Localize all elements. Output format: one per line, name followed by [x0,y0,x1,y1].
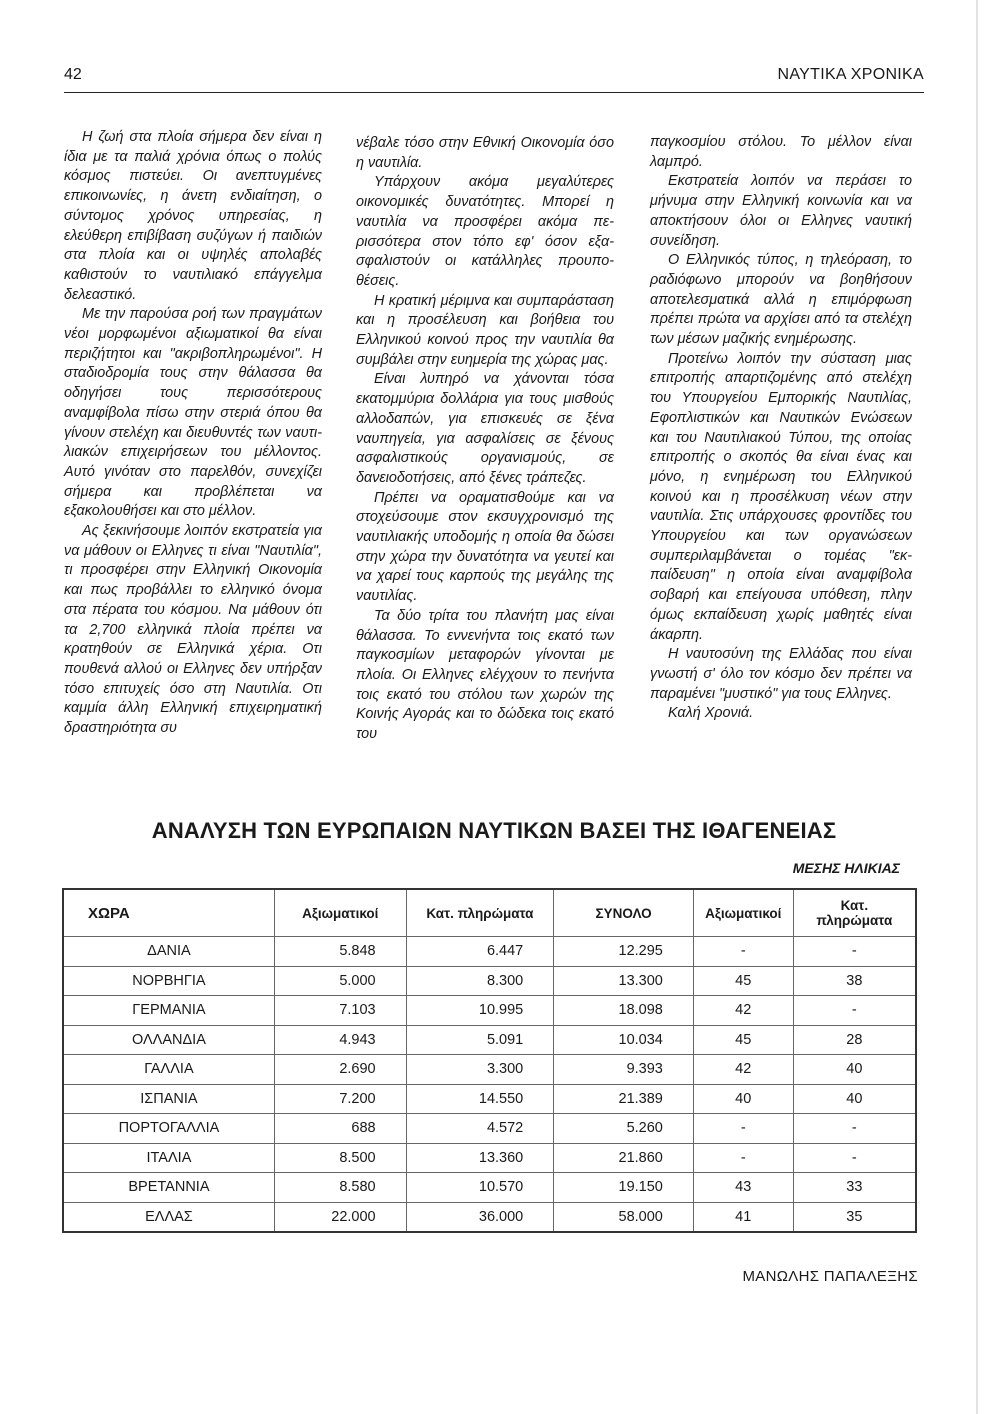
cell-crews: 13.360 [406,1143,554,1173]
cell-age-officers: 43 [693,1173,793,1203]
cell-officers: 8.500 [274,1143,406,1173]
cell-country: ΒΡΕΤΑΝΝΙΑ [63,1173,274,1203]
table-row [63,1084,916,1114]
paragraph: Εκστρατεία λοιπόν να περάσει το μήνυμα στην Ελληνική κοινωνία και να αποκτήσουν όλοι οι Ελληνες ναυτική συνείδηση. [650,173,912,249]
table-row [63,1143,916,1173]
cell-age-officers: 42 [693,1055,793,1085]
cell-total: 12.295 [554,937,694,967]
header-total: ΣΥΝΟΛΟ [554,889,694,937]
table-row [63,937,916,967]
cell-country: ΕΛΛΑΣ [63,1202,274,1232]
table-row [63,1202,916,1232]
cell-officers: 7.200 [274,1084,406,1114]
paragraph: Η κρατική μέριμνα και συμπαράσταση και η προσέλευση και βοήθεια του Ελληνικού κοινού προς την ναυτιλία θα συμβάλει στην ευημερία της χώρας μας. [356,292,614,368]
cell-officers: 8.580 [274,1173,406,1203]
cell-country: ΠΟΡΤΟΓΑΛΛΙΑ [63,1114,274,1144]
cell-officers: 2.690 [274,1055,406,1085]
cell-total: 19.150 [554,1173,694,1203]
cell-officers: 22.000 [274,1202,406,1232]
cell-age-crews: - [793,1114,916,1144]
table-row [63,1025,916,1055]
cell-total: 21.389 [554,1084,694,1114]
page-header [64,64,924,93]
cell-total: 13.300 [554,966,694,996]
header-age-officers: Αξιωματικοί [693,889,793,937]
cell-age-crews: - [793,937,916,967]
table-row [63,1114,916,1144]
cell-country: ΙΤΑΛΙΑ [63,1143,274,1173]
cell-age-officers: - [693,937,793,967]
cell-crews: 5.091 [406,1025,554,1055]
header-country: ΧΩΡΑ [63,889,274,937]
table-row [63,1173,916,1203]
paragraph: Πρέπει να οραματισθούμε και να στοχεύσουμε στον εκσυγχρονισμό της ναυτιλιακής υποδομής η οποία θα δώσει στην χώρα την δυνατότητα να γευτεί και να χαρεί τους καρπούς της μεγάλης της ναυτιλίας. [356,489,614,605]
magazine-name: ΝΑΥΤΙΚΑ ΧΡΟΝΙΚΑ [777,66,924,83]
table-row [63,996,916,1026]
cell-crews: 10.570 [406,1173,554,1203]
paragraph: Τα δύο τρίτα του πλανήτη μας είναι θάλασσα. Το εννενήντα τοις εκατό των παγκοσμίων μεταφορών γίνονται με πλοία. Οι Ελληνες ελέγχουν το πενήντα τοις εκατό του στόλου των χωρών της Κοινής Αγοράς και το δώδεκα τοις εκατό του [356,607,614,743]
cell-crews: 14.550 [406,1084,554,1114]
cell-country: ΔΑΝΙΑ [63,937,274,967]
cell-crews: 8.300 [406,966,554,996]
cell-age-officers: 45 [693,1025,793,1055]
cell-officers: 5.000 [274,966,406,996]
paragraph: Καλή Χρονιά. [668,705,754,722]
article-column-3 [650,133,912,724]
cell-age-officers: 41 [693,1202,793,1232]
cell-country: ΝΟΡΒΗΓΙΑ [63,966,274,996]
cell-country: ΓΕΡΜΑΝΙΑ [63,996,274,1026]
cell-country: ΟΛΛΑΝΔΙΑ [63,1025,274,1055]
cell-country: ΓΑΛΛΙΑ [63,1055,274,1085]
cell-age-crews: 38 [793,966,916,996]
header-officers: Αξιωματικοί [274,889,406,937]
paragraph: Προτείνω λοιπόν την σύσταση μιας επιτροπής απαρτιζομένης από στελέχη του Υπουργείου Εμπορικής Ναυτιλίας, Εφοπλιστικών και Ναυτικών Ενώσεων και του Ναυτιλιακού Τύπου, της οποίας επιτροπής ο σκοπός θα είναι ένας και μόνο, η ενημέρωση του Ελληνικού κοινού και η προσέλκυση νέων στην ναυτιλία. Στις υπάρχουσες φροντίδες του Υπουργείου και των οργανώσεων συμπεριλαμβάνεται ο τομέας "εκπαίδευση" η οποία είναι αναμφίβολα σοβαρή και επείγουσα υπόθεση, πλην όμως εκπαίδευση χωρίς μαθητές είναι άκαρπη. [650,350,912,643]
table-row [63,966,916,996]
cell-age-officers: 45 [693,966,793,996]
cell-crews: 3.300 [406,1055,554,1085]
paragraph: Υπάρχουν ακόμα μεγαλύτερες οικονομικές δυνατότητες. Μπορεί η ναυτιλία να προσφέρει ακόμα περισσότερα στον τόπο εφ' όσον εξασφαλιστούν οι κατάλληλες προυποθέσεις. [356,174,614,289]
paragraph: Ο Ελληνικός τύπος, η τηλεόραση, το ραδιόφωνο μπορούν να βοηθήσουν αποτελεσματικά αλλά η επιμόρφωση πρέπει πρώτα να αρχίσει από τα στελέχη των μέσων μαζικής ενημέρωσης. [650,252,912,348]
article-column-2 [356,134,614,745]
paragraph: Η ζωή στα πλοία σήμερα δεν είναι η ίδια με τα παλιά χρόνια όπως ο πολύς κόσμος πιστεύει. Οι ανεπτυγμένες επικοινωνίες, η άνετη ενδιαίτηση, ο σύντομος χρόνος υπηρεσίας, η ελεύθερη επιβίβαση συζύγων ή παιδιών στα πλοία και οι υψηλές απολαβές καθιστούν το ναυτιλιακό επάγγελμα δελεαστικό. [64,129,322,303]
cell-age-officers: - [693,1114,793,1144]
cell-crews: 10.995 [406,996,554,1026]
cell-age-crews: 40 [793,1084,916,1114]
cell-age-crews: 33 [793,1173,916,1203]
table-header-row [63,889,916,937]
cell-age-officers: 42 [693,996,793,1026]
cell-total: 18.098 [554,996,694,1026]
header-age-crews: Κατ. πληρώματα [793,889,916,937]
cell-age-officers: - [693,1143,793,1173]
table-subtitle: ΜΕΣΗΣ ΗΛΙΚΙΑΣ [792,860,900,876]
cell-officers: 4.943 [274,1025,406,1055]
cell-total: 58.000 [554,1202,694,1232]
paragraph: νέβαλε τόσο στην Εθνική Οικονομία όσο η ναυτιλία. [356,135,614,171]
article-column-1 [64,128,322,739]
cell-age-crews: 28 [793,1025,916,1055]
cell-crews: 6.447 [406,937,554,967]
cell-country: ΙΣΠΑΝΙΑ [63,1084,274,1114]
cell-age-crews: 35 [793,1202,916,1232]
paragraph: παγκοσμίου στόλου. Το μέλλον είναι λαμπρό. [650,134,912,170]
header-crews: Κατ. πληρώματα [406,889,554,937]
cell-age-crews: - [793,1143,916,1173]
cell-age-officers: 40 [693,1084,793,1114]
cell-total: 9.393 [554,1055,694,1085]
cell-officers: 688 [274,1114,406,1144]
cell-total: 5.260 [554,1114,694,1144]
cell-total: 10.034 [554,1025,694,1055]
author-signature: ΜΑΝΩΛΗΣ ΠΑΠΑΛΕΞΗΣ [742,1268,918,1285]
cell-officers: 7.103 [274,996,406,1026]
cell-total: 21.860 [554,1143,694,1173]
cell-crews: 36.000 [406,1202,554,1232]
paragraph: Είναι λυπηρό να χάνονται τόσα εκατομμύρια δολλάρια για τους μισθούς αλλοδαπών, για επισκευές σε ξένα ναυπηγεία, για ασφαλίσεις σε ξένους ασφαλιστικούς οργανισμούς, σε δανειοδοτήσεις, από ξένες τράπεζες. [356,371,614,486]
seafarers-table [62,888,917,1233]
cell-age-crews: 40 [793,1055,916,1085]
cell-crews: 4.572 [406,1114,554,1144]
table-row [63,1055,916,1085]
paragraph: Ας ξεκινήσουμε λοιπόν εκστρατεία για να μάθουν οι Ελληνες τι είναι "Ναυτιλία", τι προσφέρει στην Ελληνική Οικονομία και πως προβάλλει το ελληνικό όνομα στα πέρατα του κόσμου. Να μάθουν ότι τα 2,700 ελληνικά πλοία πρέπει να κρατηθούν σε Ελληνικά χέρια. Οτι πουθενά αλλού οι Ελληνες δεν υπήρξαν τόσο επιτυχείς όσο στη Ναυτιλία. Οτι καμμία άλλη Ελληνική επιχειρηματική δραστηριότητα συ [64,523,322,737]
page-edge [976,0,978,1414]
table-title: ΑΝΑΛΥΣΗ ΤΩΝ ΕΥΡΩΠΑΙΩΝ ΝΑΥΤΙΚΩΝ ΒΑΣΕΙ ΤΗΣ ΙΘΑΓΕΝΕΙΑΣ [151,818,837,843]
cell-age-crews: - [793,996,916,1026]
paragraph: Η ναυτοσύνη της Ελλάδας που είναι γνωστή σ' όλο τον κόσμο δεν πρέπει να παραμένει "μυστικό" για τους Ελληνες. [650,646,912,702]
page-number: 42 [64,66,82,83]
paragraph: Με την παρούσα ροή των πραγμάτων νέοι μορφωμένοι αξιωματικοί θα είναι περιζήτητοι και "ακριβοπληρωμένοι". Η σταδιοδρομία τους στην θάλασσα θα οδηγήσει τους περισσότερους αναμφίβολα πίσω στην στεριά όπου θα γίνουν στελέχη και διευθυντές των ναυτιλιακών επιχειρήσεων του μέλλοντος. Αυτό γινόταν στο παρελθόν, συνεχίζει σήμερα και προβλέπεται να εξακολουθήσει και στο μέλλον. [64,306,322,520]
cell-officers: 5.848 [274,937,406,967]
